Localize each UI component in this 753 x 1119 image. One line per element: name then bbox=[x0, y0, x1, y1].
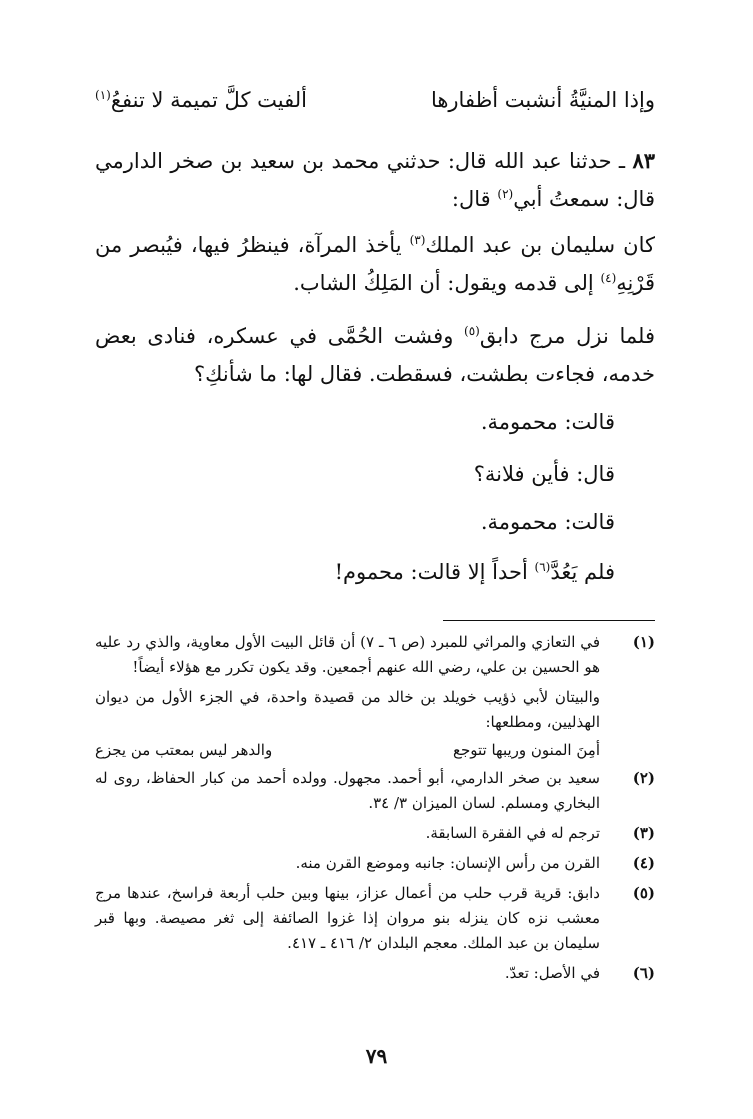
footnote-6 bbox=[95, 961, 655, 986]
footnote-2-text: سعيد بن صخر الدارمي، أبو أحمد. مجهول. وولده أحمد من كبار الحفاظ، روى له البخاري ومسلم. لسان الميزان ٣/ ٣٤. bbox=[95, 769, 600, 812]
para3-text-b: وفشت الحُمَّى في عسكره، فنادى بعض خدمه، فجاءت بطشت، فسقطت. فقال لها: ما شأنكِ؟ bbox=[95, 324, 655, 386]
marj-dabiq-paragraph bbox=[95, 317, 655, 393]
verse-hemistich-second bbox=[95, 88, 307, 112]
footnote-1 bbox=[95, 630, 655, 680]
dialogue-line-4-b: أحداً إلا قالت: محموم! bbox=[334, 560, 535, 584]
footnote-6-number: (٦) bbox=[632, 964, 655, 982]
para3-text-a: فلما نزل مرج دابق bbox=[479, 324, 655, 348]
footnote-5-text: دابق: قرية قرب حلب من أعمال عزاز، بينها وبين حلب أربعة فراسخ، عندها مرج معشب نزه كان ينزله بنو مروان إذا غزوا الصائفة إلى ثغر مصيصة. وبها قبر سليمان بن عبد الملك. معجم البلدان ٢/ ٤١٦ ـ ٤١٧. bbox=[95, 884, 600, 952]
footnote-verse-first: أمِنَ المنون وريبها تتوجع bbox=[452, 741, 600, 759]
footnote-ref-5: (٥) bbox=[464, 324, 480, 338]
para2-text-c: إلى قدمه ويقول: أن المَلِكُ الشاب. bbox=[293, 271, 601, 295]
footnote-6-text: في الأصل: تعدّ. bbox=[504, 964, 600, 982]
footnote-1-verse bbox=[95, 738, 600, 766]
dialogue-line-2: قال: فأين فلانة؟ bbox=[473, 462, 615, 486]
footnote-1-text: في التعازي والمراثي للمبرد (ص ٦ ـ ٧) أن قائل البيت الأول معاوية، والذي رد عليه هو الحسين بن علي، رضي الله عنهم أجمعين. وقد يكون تكرر مع هؤلاء أيضاً! bbox=[95, 633, 600, 676]
footnote-verse-second: والدهر ليس بمعتب من يجزع bbox=[95, 741, 273, 759]
footnote-ref-6: (٦) bbox=[534, 560, 551, 574]
sulaiman-mirror-paragraph bbox=[95, 226, 655, 302]
footnotes-section bbox=[95, 630, 655, 991]
dialogue-line-4 bbox=[95, 560, 655, 584]
footnote-divider bbox=[443, 620, 655, 621]
footnote-3-text: ترجم له في الفقرة السابقة. bbox=[425, 824, 600, 842]
footnote-2 bbox=[95, 766, 655, 816]
footnote-ref-4: (٤) bbox=[600, 271, 617, 285]
footnote-5-number: (٥) bbox=[632, 884, 655, 902]
footnote-3 bbox=[95, 821, 655, 846]
footnote-ref-1: (١) bbox=[95, 88, 111, 102]
footnote-3-number: (٣) bbox=[632, 824, 655, 842]
dialogue-line-1: قالت: محمومة. bbox=[480, 410, 615, 434]
footnote-1-number: (١) bbox=[632, 633, 655, 651]
verse-hemistich-second-text: ألفيت كلَّ تميمة لا تنفعُ bbox=[110, 88, 307, 112]
poem-verse bbox=[95, 88, 655, 128]
dialogue-line-4-a: فلم يَعُدَّ bbox=[550, 560, 615, 584]
footnote-4-number: (٤) bbox=[632, 854, 655, 872]
verse-hemistich-first-text: وإذا المنيَّةُ أنشبت أظفارها bbox=[430, 88, 655, 112]
footnote-5 bbox=[95, 881, 655, 956]
footnote-1-continuation: والبيتان لأبي ذؤيب خويلد بن خالد من قصيدة واحدة، في الجزء الأول من ديوان الهذليين، ومطلعها: bbox=[95, 688, 600, 731]
verse-hemistich-first bbox=[431, 88, 655, 112]
item-83-paragraph bbox=[95, 142, 655, 218]
item-number: ٨٣ bbox=[632, 148, 655, 173]
dialogue-line-3: قالت: محمومة. bbox=[480, 510, 615, 534]
para2-text-a: كان سليمان بن عبد الملك bbox=[425, 233, 655, 257]
footnote-2-number: (٢) bbox=[632, 769, 655, 787]
footnote-4 bbox=[95, 851, 655, 876]
page-number: ٧٩ bbox=[365, 1044, 388, 1068]
footnote-4-text: القرن من رأس الإنسان: جانبه وموضع القرن منه. bbox=[295, 854, 600, 872]
footnote-ref-2: (٢) bbox=[497, 187, 514, 201]
para2-text-b: يأخذ المرآة، فينظرُ فيها، فيُبصر من قَرْنِهِ bbox=[95, 233, 655, 295]
item-83-text-b: قال: bbox=[451, 187, 498, 211]
item-83-text-a: ـ حدثنا عبد الله قال: حدثني محمد بن سعيد بن صخر الدارمي قال: سمعتُ أبي bbox=[95, 149, 655, 211]
footnote-ref-3: (٣) bbox=[409, 233, 426, 247]
